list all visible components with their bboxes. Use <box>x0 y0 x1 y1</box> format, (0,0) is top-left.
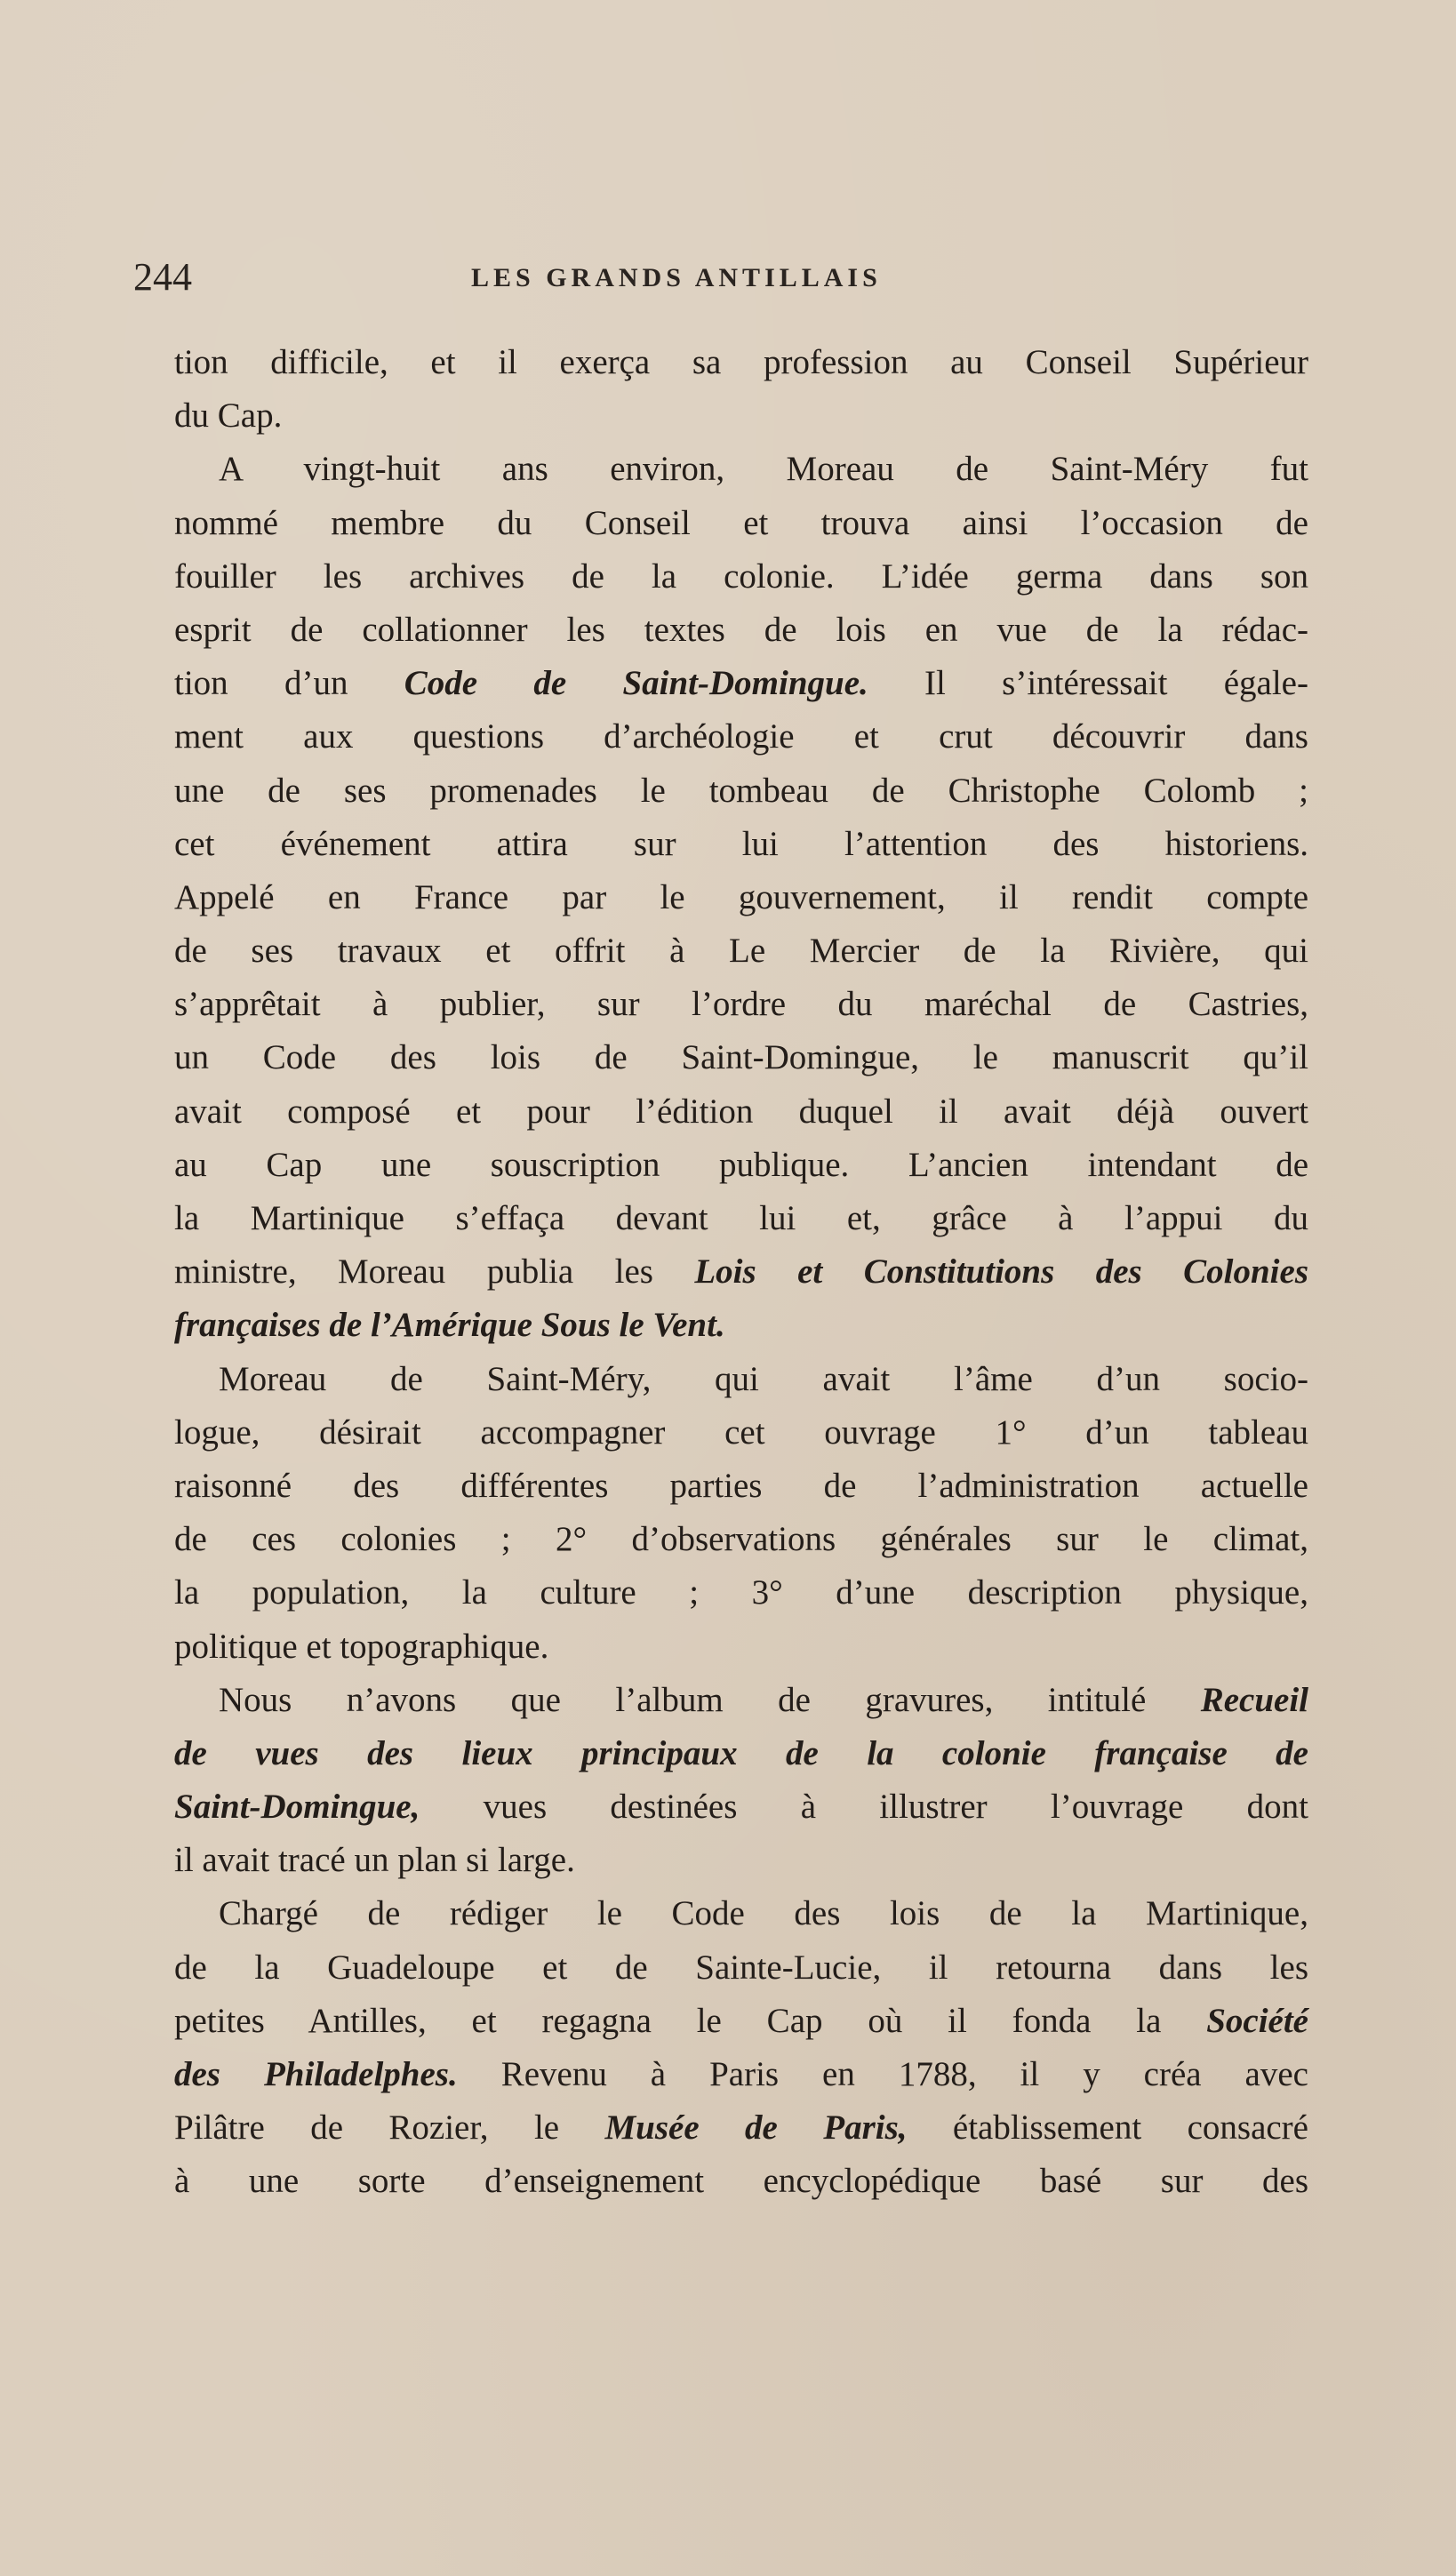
text-line: politique et topographique. <box>174 1627 549 1666</box>
text-line: Appelé en France par le gouvernement, il rendit compte <box>174 877 1308 916</box>
text-line: tion d’un Code de Saint-Domingue. Il s’intéressait égale- <box>174 664 1308 703</box>
text-line: à une sorte d’enseignement encyclopédique basé sur des <box>174 2162 1308 2201</box>
text-line: de la Guadeloupe et de Sainte-Lucie, il retourna dans les <box>174 1948 1308 1987</box>
text-line: du Cap. <box>174 396 283 436</box>
text-line: françaises de l’Amérique Sous le Vent. <box>174 1306 725 1345</box>
text-line: tion difficile, et il exerça sa profession au Conseil Supérieur <box>174 343 1308 381</box>
text-line: Moreau de Saint-Méry, qui avait l’âme d’un socio- <box>219 1359 1308 1398</box>
text-line: petites Antilles, et regagna le Cap où il fonda la Société <box>174 2001 1308 2040</box>
text-line: logue, désirait accompagner cet ouvrage 1° d’un tableau <box>174 1412 1308 1452</box>
text-line: nommé membre du Conseil et trouva ainsi l’occasion de <box>174 503 1308 542</box>
text-line: un Code des lois de Saint-Domingue, le manuscrit qu’il <box>174 1038 1308 1077</box>
text-line: de ses travaux et offrit à Le Mercier de la Rivière, qui <box>174 932 1308 971</box>
text-line: avait composé et pour l’édition duquel il avait déjà ouvert <box>174 1092 1308 1131</box>
text-line: esprit de collationner les textes de lois en vue de la rédac- <box>174 610 1308 649</box>
running-head: LES GRANDS ANTILLAIS <box>471 263 882 292</box>
page-number: 244 <box>133 255 192 299</box>
text-line: Nous n’avons que l’album de gravures, intitulé Recueil <box>219 1680 1308 1719</box>
text-line: la population, la culture ; 3° d’une description physique, <box>174 1573 1308 1612</box>
text-line: s’apprêtait à publier, sur l’ordre du maréchal de Castries, <box>174 985 1308 1024</box>
text-line: Saint-Domingue, vues destinées à illustrer l’ouvrage dont <box>174 1788 1308 1827</box>
text-line: Pilâtre de Rozier, le Musée de Paris, établissement consacré <box>174 2108 1308 2148</box>
body-text <box>174 336 1308 2209</box>
text-line: cet événement attira sur lui l’attention des historiens. <box>174 824 1308 863</box>
page-header <box>133 251 1324 304</box>
text-line: ment aux questions d’archéologie et crut découvrir dans <box>174 717 1308 756</box>
text-line: fouiller les archives de la colonie. L’idée germa dans son <box>174 556 1308 596</box>
text-line: il avait tracé un plan si large. <box>174 1841 575 1880</box>
text-line: au Cap une souscription publique. L’ancien intendant de <box>174 1145 1308 1184</box>
text-line: des Philadelphes. Revenu à Paris en 1788, il y créa avec <box>174 2055 1308 2093</box>
text-line: une de ses promenades le tombeau de Christophe Colomb ; <box>174 771 1308 810</box>
text-line: de ces colonies ; 2° d’observations générales sur le climat, <box>174 1520 1308 1559</box>
text-line: A vingt-huit ans environ, Moreau de Saint-Méry fut <box>219 450 1308 489</box>
text-line: ministre, Moreau publia les Lois et Constitutions des Colonies <box>174 1252 1308 1292</box>
text-line: Chargé de rédiger le Code des lois de la Martinique, <box>219 1894 1308 1933</box>
text-line: de vues des lieux principaux de la colonie française de <box>174 1733 1308 1772</box>
text-line: raisonné des différentes parties de l’administration actuelle <box>174 1466 1308 1505</box>
text-line: la Martinique s’effaça devant lui et, grâce à l’appui du <box>174 1199 1308 1237</box>
